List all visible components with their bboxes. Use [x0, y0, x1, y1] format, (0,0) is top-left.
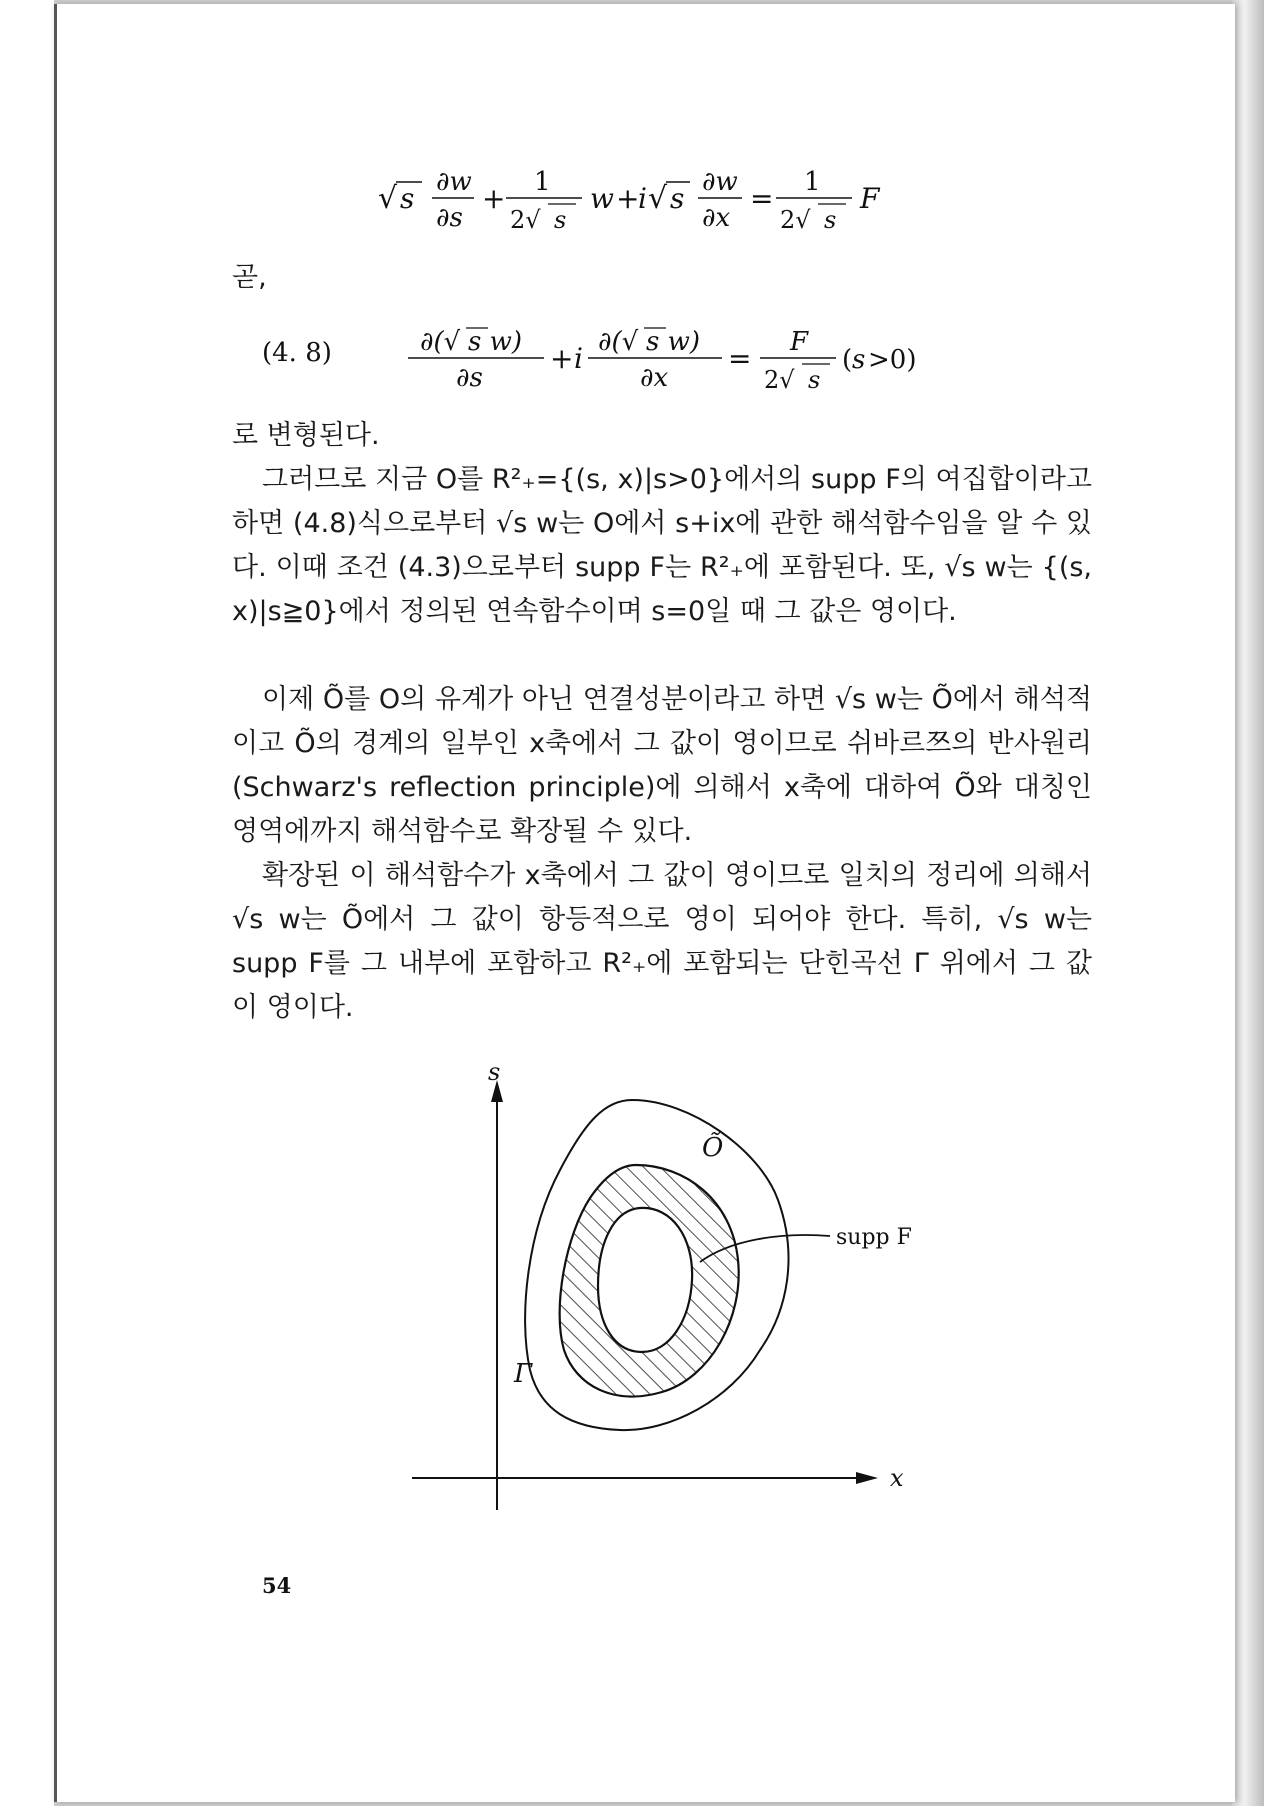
equation-label-4-8: (4. 8)	[262, 338, 332, 368]
svg-text:s: s	[808, 366, 821, 394]
svg-text:√: √	[648, 181, 668, 216]
label-o-tilde: Õ	[702, 1133, 724, 1163]
paragraph-1-text: 그러므로 지금 O를 R²₊={(s, x)|s>0}에서의 supp F의 여집합이라고 하면 (4.8)식으로부터 √s w는 O에서 s+ix에 관한 해석함수임을 알 수 있다. 이때 조건 (4.3)으로부터 supp F는 R²₊에 포함된다. 또, √s w는 {(s, x)|s≧0}에서 정의된 연속함수이며 s=0일 때 그 값은 영이다.	[232, 464, 1092, 627]
svg-text:>0): >0)	[868, 345, 917, 375]
svg-text:∂w: ∂w	[436, 167, 472, 197]
x-axis-arrow	[856, 1472, 878, 1484]
word-gon: 곧,	[232, 262, 267, 293]
svg-text:=: =	[750, 182, 774, 215]
paragraph-2	[232, 678, 1092, 854]
svg-text:∂x: ∂x	[702, 203, 731, 233]
svg-text:1: 1	[534, 167, 551, 197]
page-right-edge	[1232, 0, 1264, 1806]
svg-text:(: (	[842, 345, 853, 375]
svg-text:+: +	[550, 342, 574, 375]
svg-text:s w): s w)	[646, 327, 701, 357]
page-number: 54	[262, 1573, 292, 1598]
svg-text:∂(√: ∂(√	[420, 327, 461, 357]
svg-text:+: +	[482, 182, 506, 215]
svg-text:F: F	[790, 327, 809, 357]
paragraph-2-text: 이제 Õ를 O의 유계가 아닌 연결성분이라고 하면 √s w는 Õ에서 해석적이고 Õ의 경계의 일부인 x축에서 그 값이 영이므로 쉬바르쯔의 반사원리(Schwarz's reflection principle)에 의해서 x축에 대하여 Õ와 대칭인 영역에까지 해석함수로 확장될 수 있다.	[232, 684, 1092, 847]
svg-text:2√: 2√	[780, 206, 811, 234]
paragraph-3	[232, 854, 1092, 1030]
svg-text:s: s	[400, 182, 415, 215]
svg-text:s: s	[670, 182, 685, 215]
s-axis-label: s	[488, 1060, 501, 1086]
page-left-margin	[0, 0, 54, 1806]
svg-text:s: s	[852, 345, 866, 375]
svg-text:=: =	[728, 342, 752, 375]
paragraph-1	[232, 458, 1092, 634]
svg-text:i: i	[574, 342, 583, 375]
svg-text:√: √	[378, 181, 398, 216]
svg-text:2√: 2√	[764, 366, 795, 394]
label-gamma: Γ	[514, 1359, 533, 1389]
svg-text:∂x: ∂x	[640, 363, 669, 393]
x-axis-label: x	[890, 1464, 904, 1492]
svg-text:s: s	[554, 206, 567, 234]
svg-text:s w): s w)	[468, 327, 523, 357]
supp-f-region	[560, 1165, 739, 1396]
svg-text:1: 1	[804, 167, 821, 197]
svg-text:∂s: ∂s	[436, 203, 463, 233]
figure-support-region	[400, 1060, 920, 1520]
line-transformed: 로 변형된다.	[232, 420, 380, 451]
svg-text:s: s	[824, 206, 837, 234]
equation-1	[370, 160, 950, 240]
svg-text:∂s: ∂s	[456, 363, 483, 393]
svg-text:2√: 2√	[510, 206, 541, 234]
svg-text:+: +	[616, 182, 640, 215]
label-supp-f: supp F	[836, 1225, 912, 1250]
equation-4-8	[404, 320, 944, 400]
svg-text:i: i	[638, 182, 647, 215]
paragraph-3-text: 확장된 이 해석함수가 x축에서 그 값이 영이므로 일치의 정리에 의해서 √s w는 Õ에서 그 값이 항등적으로 영이 되어야 한다. 특히, √s w는 supp F를 그 내부에 포함하고 R²₊에 포함되는 단힌곡선 Γ 위에서 그 값이 영이다.	[232, 860, 1092, 1023]
svg-text:w: w	[590, 182, 614, 215]
svg-text:∂w: ∂w	[702, 167, 738, 197]
svg-text:∂(√: ∂(√	[598, 327, 639, 357]
svg-text:F: F	[860, 182, 880, 215]
